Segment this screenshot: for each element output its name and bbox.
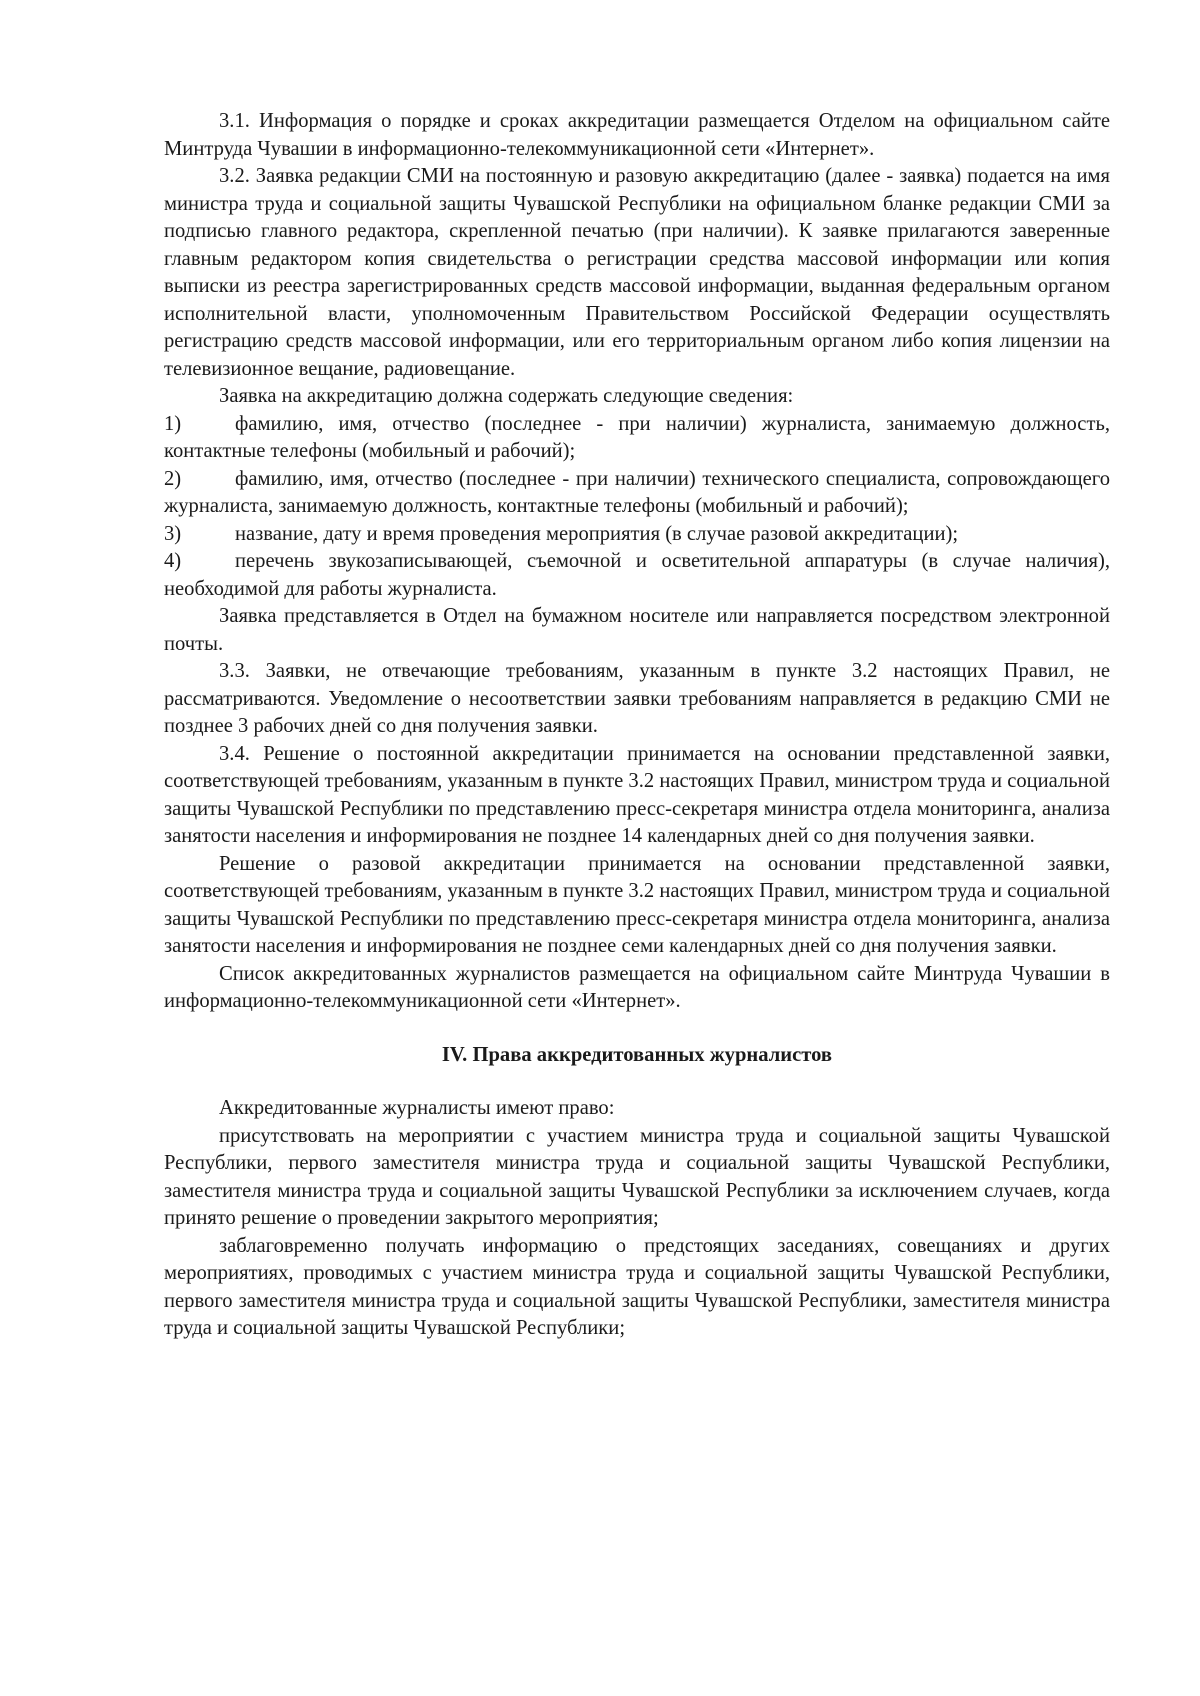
list-item-text: фамилию, имя, отчество (последнее - при наличии) журналиста, занимаемую должность, контактные телефоны (мобильный и рабочий); (164, 412, 1110, 462)
list-item-text: название, дату и время проведения мероприятия (в случае разовой аккредитации); (235, 522, 959, 545)
section-heading: IV. Права аккредитованных журналистов (441, 1043, 833, 1066)
list-item-number: 3) (164, 522, 182, 545)
paragraph-3-1: 3.1. Информация о порядке и сроках аккредитации размещается Отделом на официальном сайте Минтруда Чувашии в информационно-телекоммуникационной сети «Интернет». (164, 110, 1110, 160)
list-item (164, 548, 1110, 603)
paragraph-one-time-accreditation: Решение о разовой аккредитации принимается на основании представленной заявки, соответствующей требованиям, указанным в пункте 3.2 настоящих Правил, министром труда и социальной защиты Чувашской Республики по представлению пресс-секретаря министра отдела мониторинга, анализа занятости населения и информирования не позднее семи календарных дней со дня получения заявки. (164, 852, 1110, 957)
paragraph-3-4: 3.4. Решение о постоянной аккредитации принимается на основании представленной заявки, соответствующей требованиям, указанным в пункте 3.2 настоящих Правил, министром труда и социальной защиты Чувашской Республики по представлению пресс-секретаря министра отдела мониторинга, анализа занятости населения и информирования не позднее 14 календарных дней со дня получения заявки. (164, 742, 1110, 847)
paragraph-rights-intro: Аккредитованные журналисты имеют право: (219, 1097, 615, 1119)
paragraph-right-attend: присутствовать на мероприятии с участием министра труда и социальной защиты Чувашской Республики, первого заместителя министра труда и социальной защиты Чувашской Республики, заместителя министра труда и социальной защиты Чувашской Республики за исключением случаев, когда принято решение о проведении закрытого мероприятия; (164, 1124, 1110, 1229)
paragraph-3-3: 3.3. Заявки, не отвечающие требованиям, указанным в пункте 3.2 настоящих Правил, не рассматриваются. Уведомление о несоответствии заявки требованиям направляется в редакцию СМИ не позднее 3 рабочих дней со дня получения заявки. (164, 660, 1110, 737)
paragraph-3-2: 3.2. Заявка редакции СМИ на постоянную и разовую аккредитацию (далее - заявка) подается на имя министра труда и социальной защиты Чувашской Республики на официальном бланке редакции СМИ за подписью главного редактора, скрепленной печатью (при наличии). К заявке прилагаются заверенные главным редактором копия свидетельства о регистрации средства массовой информации или копия выписки из реестра зарегистрированных средств массовой информации, выданная федеральным органом исполнительной власти, уполномоченным Правительством Российской Федерации осуществлять регистрацию средств массовой информации, или его территориальным органом либо копия лицензии на телевизионное вещание, радиовещание. (164, 165, 1110, 380)
list-item-number: 2) (164, 467, 182, 490)
list-item (164, 411, 1110, 466)
list-item-number: 1) (164, 412, 182, 435)
list-item (164, 521, 1110, 549)
list-item-text: перечень звукозаписывающей, съемочной и осветительной аппаратуры (в случае наличия), необходимой для работы журналиста. (164, 550, 1110, 600)
document-body (164, 108, 1110, 1343)
paragraph-application-requirements: Заявка на аккредитацию должна содержать следующие сведения: (219, 385, 794, 407)
paragraph-submission: Заявка представляется в Отдел на бумажном носителе или направляется посредством электронной почты. (164, 605, 1110, 655)
paragraph-accredited-list: Список аккредитованных журналистов размещается на официальном сайте Минтруда Чувашии в информационно-телекоммуникационной сети «Интернет». (164, 962, 1110, 1012)
list-item-text: фамилию, имя, отчество (последнее - при наличии) технического специалиста, сопровождающего журналиста, занимаемую должность, контактные телефоны (мобильный и рабочий); (164, 467, 1110, 517)
paragraph-right-information: заблаговременно получать информацию о предстоящих заседаниях, совещаниях и других мероприятиях, проводимых с участием министра труда и социальной защиты Чувашской Республики, первого заместителя министра труда и социальной защиты Чувашской Республики, заместителя министра труда и социальной защиты Чувашской Республики; (164, 1234, 1110, 1339)
list-item (164, 466, 1110, 521)
list-item-number: 4) (164, 550, 182, 572)
